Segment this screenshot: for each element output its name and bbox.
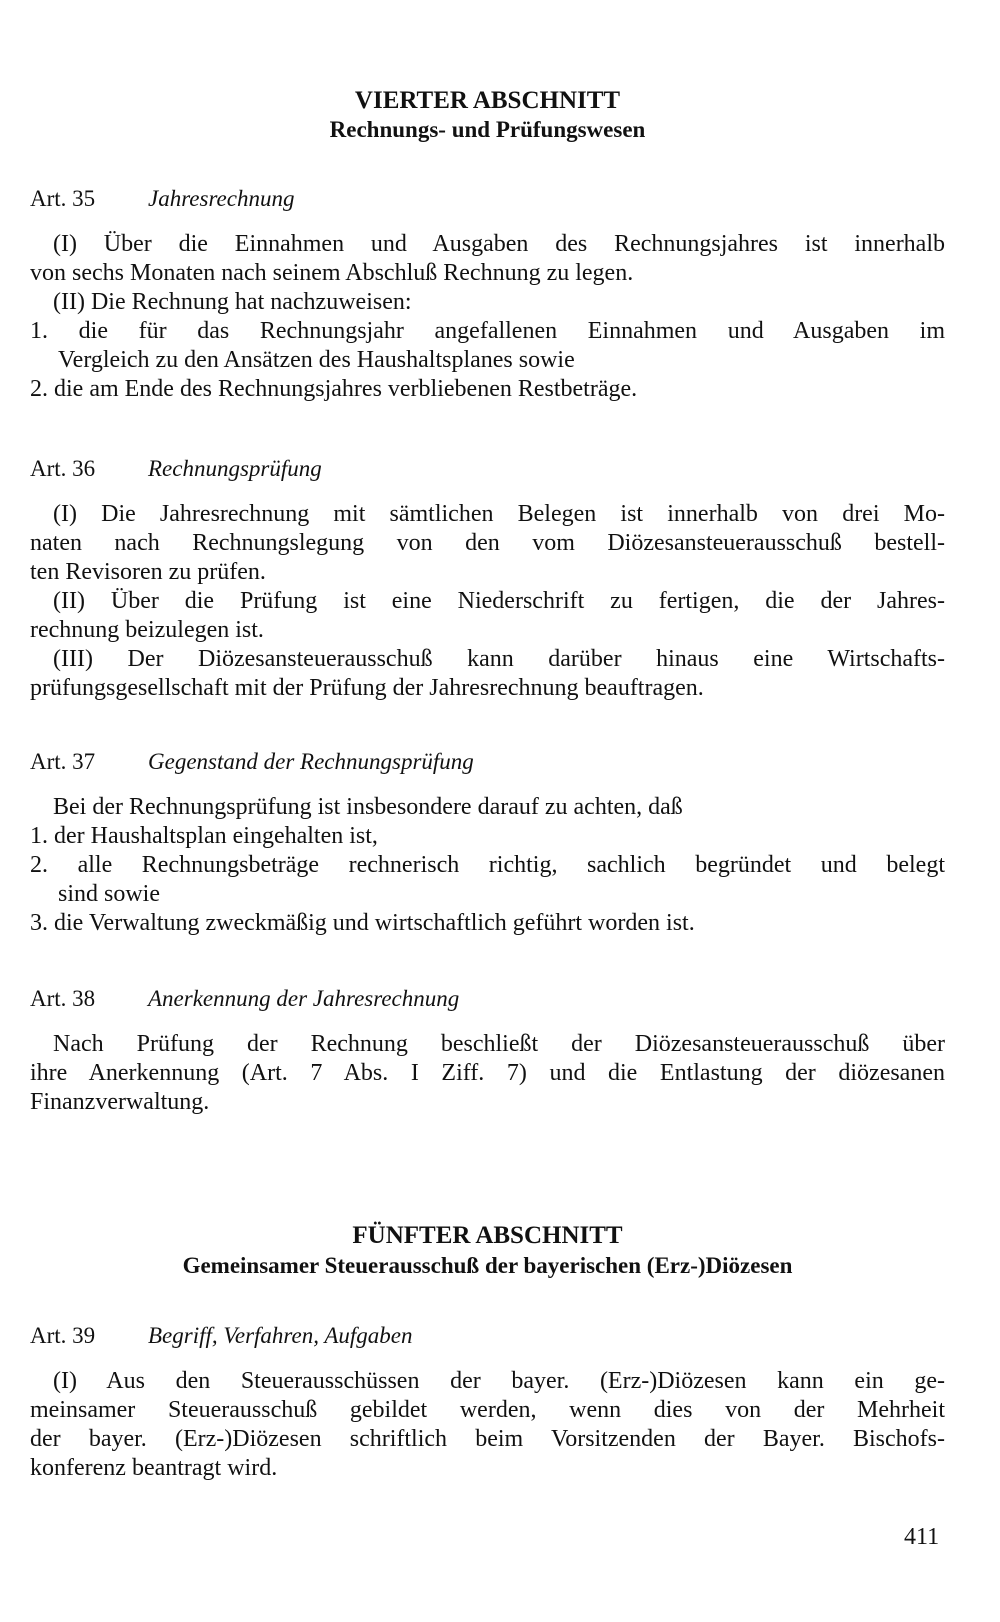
article-39	[30, 1322, 945, 1483]
article-37-line: Bei der Rechnungsprüfung ist insbesondere darauf zu achten, daß	[53, 794, 683, 820]
article-36-line: naten nach Rechnungslegung von den vom Diözesansteuerausschuß bestell-	[30, 530, 945, 556]
article-36-line: (II) Über die Prüfung ist eine Niederschrift zu fertigen, die der Jahres-	[53, 588, 945, 614]
article-36-line: ten Revisoren zu prüfen.	[30, 559, 266, 585]
article-39-line: (I) Aus den Steuerausschüssen der bayer. (Erz-)Diözesen kann ein ge-	[53, 1368, 945, 1394]
article-37-line: sind sowie	[58, 881, 160, 907]
article-35-title: Jahresrechnung	[148, 186, 295, 211]
article-35-line: 1. die für das Rechnungsjahr angefallenen Einnahmen und Ausgaben im	[30, 318, 945, 344]
article-37-line: 3. die Verwaltung zweckmäßig und wirtschaftlich geführt worden ist.	[30, 910, 695, 936]
article-39-line: meinsamer Steuerausschuß gebildet werden, wenn dies von der Mehrheit	[30, 1397, 945, 1423]
article-36-title: Rechnungsprüfung	[148, 456, 322, 481]
article-35-heading	[30, 185, 945, 213]
article-35	[30, 185, 945, 404]
section-5-subtitle: Gemeinsamer Steuerausschuß der bayerischen (Erz-)Diözesen	[182, 1253, 793, 1278]
document-page	[30, 0, 945, 1622]
article-38-heading	[30, 985, 945, 1013]
article-35-line: (I) Über die Einnahmen und Ausgaben des Rechnungsjahres ist innerhalb	[53, 231, 945, 257]
section-4-title: VIERTER ABSCHNITT	[354, 87, 621, 114]
article-37	[30, 748, 945, 938]
article-36-line: (III) Der Diözesansteuerausschuß kann darüber hinaus eine Wirtschafts-	[53, 646, 945, 672]
article-38-line: Finanzverwaltung.	[30, 1089, 210, 1115]
article-38-line: Nach Prüfung der Rechnung beschließt der Diözesansteuerausschuß über	[53, 1031, 945, 1057]
article-37-title: Gegenstand der Rechnungsprüfung	[148, 749, 474, 774]
article-38	[30, 985, 945, 1117]
article-36-number: Art. 36	[30, 456, 96, 481]
article-39-title: Begriff, Verfahren, Aufgaben	[148, 1323, 413, 1348]
article-37-number: Art. 37	[30, 749, 96, 774]
article-36-line: (I) Die Jahresrechnung mit sämtlichen Belegen ist innerhalb von drei Mo-	[53, 501, 945, 527]
section-4-subtitle: Rechnungs- und Prüfungswesen	[329, 117, 646, 142]
article-36-heading	[30, 455, 945, 483]
article-35-number: Art. 35	[30, 186, 96, 211]
article-38-number: Art. 38	[30, 986, 96, 1011]
article-39-line: der bayer. (Erz-)Diözesen schriftlich beim Vorsitzenden der Bayer. Bischofs-	[30, 1426, 945, 1452]
article-37-line: 1. der Haushaltsplan eingehalten ist,	[30, 823, 378, 849]
page-number: 411	[904, 1524, 940, 1550]
article-36-line: rechnung beizulegen ist.	[30, 617, 264, 643]
article-39-number: Art. 39	[30, 1323, 96, 1348]
article-35-line: 2. die am Ende des Rechnungsjahres verbliebenen Restbeträge.	[30, 376, 638, 402]
article-36-line: prüfungsgesellschaft mit der Prüfung der Jahresrechnung beauftragen.	[30, 675, 704, 701]
article-39-heading	[30, 1322, 945, 1350]
article-38-title: Anerkennung der Jahresrechnung	[148, 986, 460, 1011]
article-35-line: von sechs Monaten nach seinem Abschluß Rechnung zu legen.	[30, 260, 634, 286]
article-35-line: Vergleich zu den Ansätzen des Haushaltsplanes sowie	[58, 347, 575, 373]
article-35-line: (II) Die Rechnung hat nachzuweisen:	[53, 289, 412, 315]
article-38-line: ihre Anerkennung (Art. 7 Abs. I Ziff. 7) und die Entlastung der diözesanen	[30, 1060, 945, 1086]
article-39-line: konferenz beantragt wird.	[30, 1455, 278, 1481]
article-37-heading	[30, 748, 945, 776]
article-37-line: 2. alle Rechnungsbeträge rechnerisch richtig, sachlich begründet und belegt	[30, 852, 945, 878]
article-36	[30, 455, 945, 703]
section-5-title: FÜNFTER ABSCHNITT	[352, 1222, 623, 1249]
